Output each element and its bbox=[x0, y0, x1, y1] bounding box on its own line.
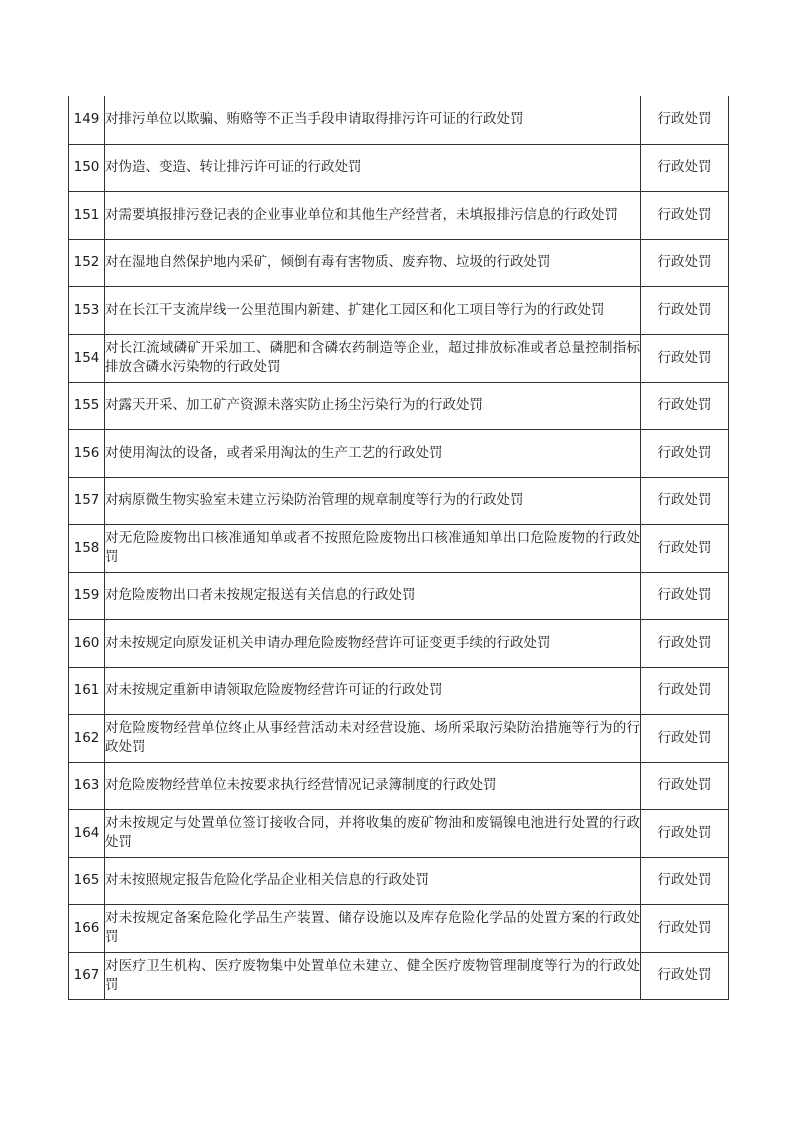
row-type: 行政处罚 bbox=[641, 239, 729, 286]
table-row bbox=[69, 904, 729, 952]
row-type: 行政处罚 bbox=[641, 382, 729, 429]
row-description: 对危险废物出口者未按规定报送有关信息的行政处罚 bbox=[105, 572, 641, 619]
records-table-body bbox=[69, 96, 729, 999]
row-number: 165 bbox=[69, 857, 105, 904]
row-type: 行政处罚 bbox=[641, 477, 729, 524]
row-type: 行政处罚 bbox=[641, 334, 729, 382]
row-description: 对未按规定与处置单位签订接收合同，并将收集的废矿物油和废镉镍电池进行处置的行政处罚 bbox=[105, 809, 641, 857]
row-description: 对危险废物经营单位未按要求执行经营情况记录簿制度的行政处罚 bbox=[105, 762, 641, 809]
row-number: 159 bbox=[69, 572, 105, 619]
row-description: 对未按规定重新申请领取危险废物经营许可证的行政处罚 bbox=[105, 667, 641, 714]
table-row bbox=[69, 572, 729, 619]
row-number: 151 bbox=[69, 191, 105, 239]
row-number: 160 bbox=[69, 619, 105, 667]
row-type: 行政处罚 bbox=[641, 96, 729, 144]
row-description: 对危险废物经营单位终止从事经营活动未对经营设施、场所采取污染防治措施等行为的行政处罚 bbox=[105, 714, 641, 762]
table-row bbox=[69, 191, 729, 239]
row-type: 行政处罚 bbox=[641, 762, 729, 809]
row-number: 167 bbox=[69, 952, 105, 999]
table-row bbox=[69, 382, 729, 429]
row-type: 行政处罚 bbox=[641, 904, 729, 952]
row-type: 行政处罚 bbox=[641, 667, 729, 714]
row-number: 164 bbox=[69, 809, 105, 857]
table-row bbox=[69, 144, 729, 191]
row-type: 行政处罚 bbox=[641, 619, 729, 667]
table-row bbox=[69, 762, 729, 809]
row-description: 对伪造、变造、转让排污许可证的行政处罚 bbox=[105, 144, 641, 191]
table-row bbox=[69, 429, 729, 477]
row-type: 行政处罚 bbox=[641, 857, 729, 904]
table-row bbox=[69, 809, 729, 857]
table-row bbox=[69, 667, 729, 714]
row-number: 163 bbox=[69, 762, 105, 809]
row-number: 161 bbox=[69, 667, 105, 714]
table-row bbox=[69, 477, 729, 524]
row-type: 行政处罚 bbox=[641, 572, 729, 619]
row-type: 行政处罚 bbox=[641, 286, 729, 334]
table-row bbox=[69, 524, 729, 572]
row-number: 149 bbox=[69, 96, 105, 144]
row-number: 153 bbox=[69, 286, 105, 334]
row-description: 对未按规定备案危险化学品生产装置、储存设施以及库存危险化学品的处置方案的行政处罚 bbox=[105, 904, 641, 952]
row-description: 对在湿地自然保护地内采矿，倾倒有毒有害物质、废弃物、垃圾的行政处罚 bbox=[105, 239, 641, 286]
row-number: 152 bbox=[69, 239, 105, 286]
table-row bbox=[69, 286, 729, 334]
row-number: 156 bbox=[69, 429, 105, 477]
table-row bbox=[69, 334, 729, 382]
row-description: 对露天开采、加工矿产资源未落实防止扬尘污染行为的行政处罚 bbox=[105, 382, 641, 429]
row-number: 154 bbox=[69, 334, 105, 382]
row-description: 对排污单位以欺骗、贿赂等不正当手段申请取得排污许可证的行政处罚 bbox=[105, 96, 641, 144]
row-type: 行政处罚 bbox=[641, 809, 729, 857]
row-type: 行政处罚 bbox=[641, 191, 729, 239]
row-description: 对无危险废物出口核准通知单或者不按照危险废物出口核准通知单出口危险废物的行政处罚 bbox=[105, 524, 641, 572]
row-type: 行政处罚 bbox=[641, 714, 729, 762]
row-description: 对未按规定向原发证机关申请办理危险废物经营许可证变更手续的行政处罚 bbox=[105, 619, 641, 667]
row-description: 对需要填报排污登记表的企业事业单位和其他生产经营者，未填报排污信息的行政处罚 bbox=[105, 191, 641, 239]
row-number: 166 bbox=[69, 904, 105, 952]
row-description: 对在长江干支流岸线一公里范围内新建、扩建化工园区和化工项目等行为的行政处罚 bbox=[105, 286, 641, 334]
table-row bbox=[69, 952, 729, 999]
table-row bbox=[69, 96, 729, 144]
row-number: 155 bbox=[69, 382, 105, 429]
row-type: 行政处罚 bbox=[641, 524, 729, 572]
row-description: 对医疗卫生机构、医疗废物集中处置单位未建立、健全医疗废物管理制度等行为的行政处罚 bbox=[105, 952, 641, 999]
table-row bbox=[69, 714, 729, 762]
row-type: 行政处罚 bbox=[641, 952, 729, 999]
table-row bbox=[69, 619, 729, 667]
table-row bbox=[69, 239, 729, 286]
row-number: 162 bbox=[69, 714, 105, 762]
row-number: 150 bbox=[69, 144, 105, 191]
row-description: 对使用淘汰的设备，或者采用淘汰的生产工艺的行政处罚 bbox=[105, 429, 641, 477]
row-type: 行政处罚 bbox=[641, 429, 729, 477]
records-table bbox=[68, 96, 729, 1000]
row-description: 对病原微生物实验室未建立污染防治管理的规章制度等行为的行政处罚 bbox=[105, 477, 641, 524]
row-type: 行政处罚 bbox=[641, 144, 729, 191]
row-description: 对未按照规定报告危险化学品企业相关信息的行政处罚 bbox=[105, 857, 641, 904]
row-number: 157 bbox=[69, 477, 105, 524]
row-number: 158 bbox=[69, 524, 105, 572]
table-row bbox=[69, 857, 729, 904]
row-description: 对长江流域磷矿开采加工、磷肥和含磷农药制造等企业，超过排放标准或者总量控制指标排放含磷水污染物的行政处罚 bbox=[105, 334, 641, 382]
